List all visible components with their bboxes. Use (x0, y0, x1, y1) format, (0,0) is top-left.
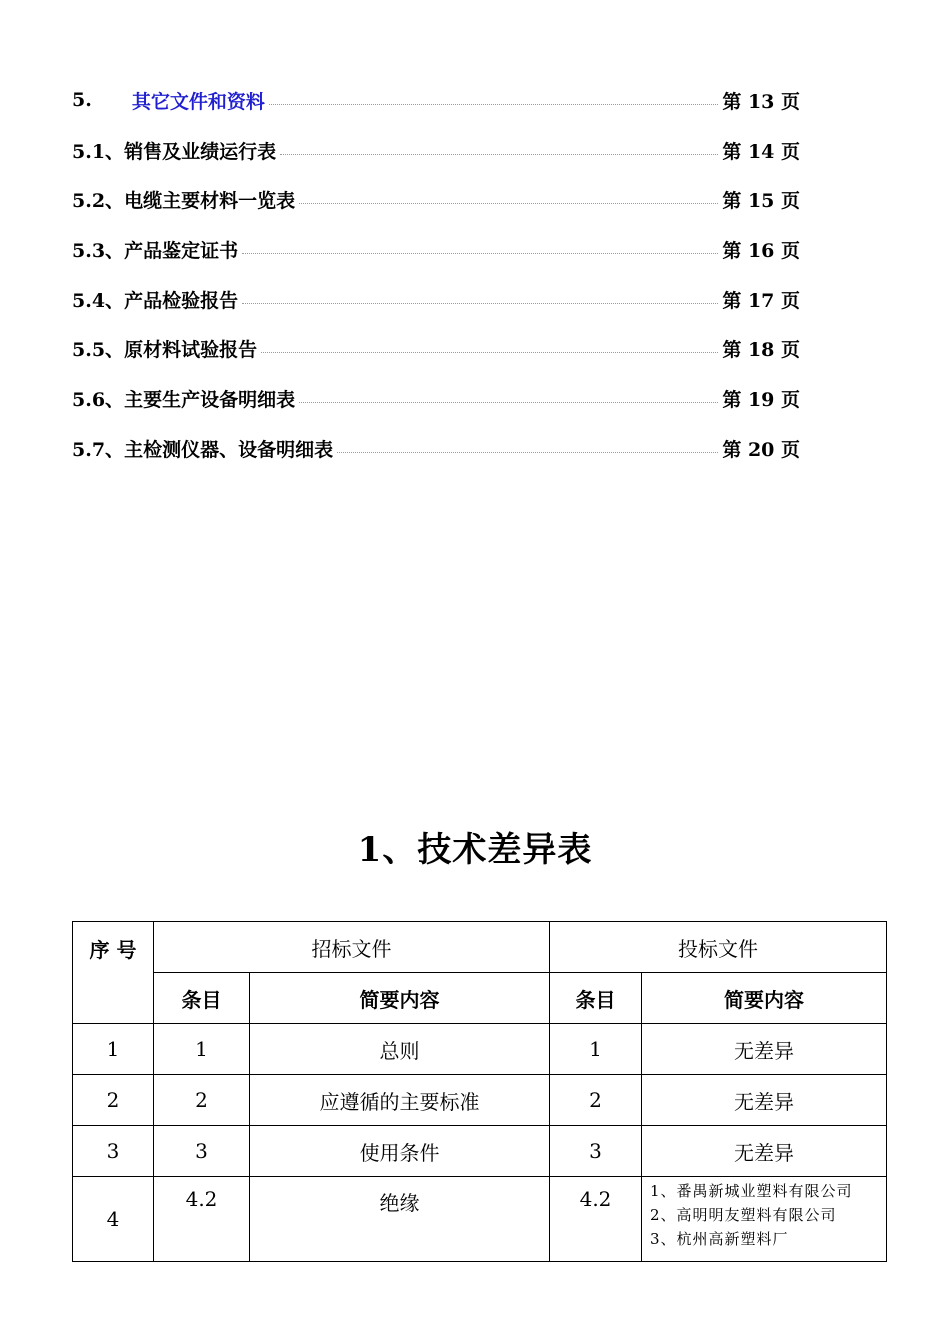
tender-document-header: 招标文件 (154, 922, 550, 973)
tender-clause-cell: 3 (154, 1126, 250, 1177)
toc-title: 其它文件和资料 (131, 90, 265, 113)
seq-cell: 4 (73, 1177, 154, 1262)
supplier-item: 1、番禺新城业塑料有限公司 (650, 1182, 853, 1200)
supplier-item: 2、高明明友塑料有限公司 (650, 1206, 837, 1224)
bid-document-header: 投标文件 (550, 922, 887, 973)
toc-page-number: 第 20 页 (722, 438, 800, 461)
bid-clause-cell: 4.2 (550, 1177, 642, 1262)
seq-cell: 2 (73, 1075, 154, 1126)
toc-number: 5.5、 (72, 338, 125, 361)
tender-summary-cell: 使用条件 (250, 1126, 550, 1177)
toc-leader-dots (242, 253, 718, 254)
table-row (73, 1024, 887, 1075)
toc-entry[interactable] (72, 134, 800, 166)
toc-number: 5.3、 (72, 239, 125, 262)
technical-difference-table (72, 921, 887, 1262)
tender-summary-cell: 总则 (250, 1024, 550, 1075)
table-header-row (73, 922, 887, 973)
toc-number: 5. (72, 89, 92, 111)
toc-number: 5.7、 (72, 438, 125, 461)
toc-page-number: 第 19 页 (722, 388, 800, 411)
toc-number: 5.1、 (72, 140, 125, 163)
tender-summary-header: 简要内容 (250, 973, 550, 1024)
toc-leader-dots (242, 303, 718, 304)
toc-title: 销售及业绩运行表 (124, 140, 277, 163)
toc-leader-dots (280, 154, 718, 155)
tender-summary-cell: 应遵循的主要标准 (250, 1075, 550, 1126)
tender-clause-cell: 2 (154, 1075, 250, 1126)
toc-page-number: 第 13 页 (722, 90, 800, 113)
toc-page-number: 第 17 页 (722, 289, 800, 312)
tender-summary-cell: 绝缘 (250, 1177, 550, 1262)
toc-entry[interactable] (72, 183, 800, 215)
bid-clause-cell: 1 (550, 1024, 642, 1075)
toc-title: 电缆主要材料一览表 (124, 189, 296, 212)
bid-summary-header: 简要内容 (642, 973, 887, 1024)
toc-page-number: 第 14 页 (722, 140, 800, 163)
toc-entry[interactable] (72, 432, 800, 464)
tender-clause-header: 条目 (154, 973, 250, 1024)
toc-page-number: 第 15 页 (722, 189, 800, 212)
toc-page-number: 第 18 页 (722, 338, 800, 361)
toc-leader-dots (261, 352, 718, 353)
toc-leader-dots (337, 452, 718, 453)
toc-number: 5.6、 (72, 388, 125, 411)
toc-title: 产品检验报告 (124, 289, 239, 312)
bid-summary-cell: 无差异 (642, 1024, 887, 1075)
toc-number: 5.4、 (72, 289, 125, 312)
table-row (73, 1126, 887, 1177)
toc-entry[interactable] (72, 233, 800, 265)
bid-summary-cell: 无差异 (642, 1126, 887, 1177)
bid-clause-cell: 2 (550, 1075, 642, 1126)
toc-leader-dots (299, 203, 718, 204)
seq-cell: 1 (73, 1024, 154, 1075)
seq-header: 序 号 (73, 922, 154, 1024)
tender-clause-cell: 4.2 (154, 1177, 250, 1262)
tender-clause-cell: 1 (154, 1024, 250, 1075)
toc-leader-dots (299, 402, 718, 403)
toc-title: 产品鉴定证书 (124, 239, 239, 262)
toc-title: 主检测仪器、设备明细表 (124, 438, 334, 461)
toc-entry[interactable] (72, 84, 800, 116)
toc-leader-dots (269, 104, 718, 105)
bid-summary-cell: 无差异 (642, 1075, 887, 1126)
toc-title: 主要生产设备明细表 (124, 388, 296, 411)
toc-entry[interactable] (72, 283, 800, 315)
toc-page-number: 第 16 页 (722, 239, 800, 262)
bid-clause-cell: 3 (550, 1126, 642, 1177)
table-row (73, 1177, 887, 1262)
toc-number: 5.2、 (72, 189, 125, 212)
toc-entry[interactable] (72, 332, 800, 364)
section-title: 1、技术差异表 (357, 830, 593, 870)
supplier-item: 3、杭州高新塑料厂 (650, 1230, 789, 1248)
supplier-list-cell (642, 1177, 887, 1262)
bid-clause-header: 条目 (550, 973, 642, 1024)
toc-entry[interactable] (72, 382, 800, 414)
table-row (73, 1075, 887, 1126)
toc-title: 原材料试验报告 (124, 338, 258, 361)
table-subheader-row (73, 973, 887, 1024)
seq-cell: 3 (73, 1126, 154, 1177)
